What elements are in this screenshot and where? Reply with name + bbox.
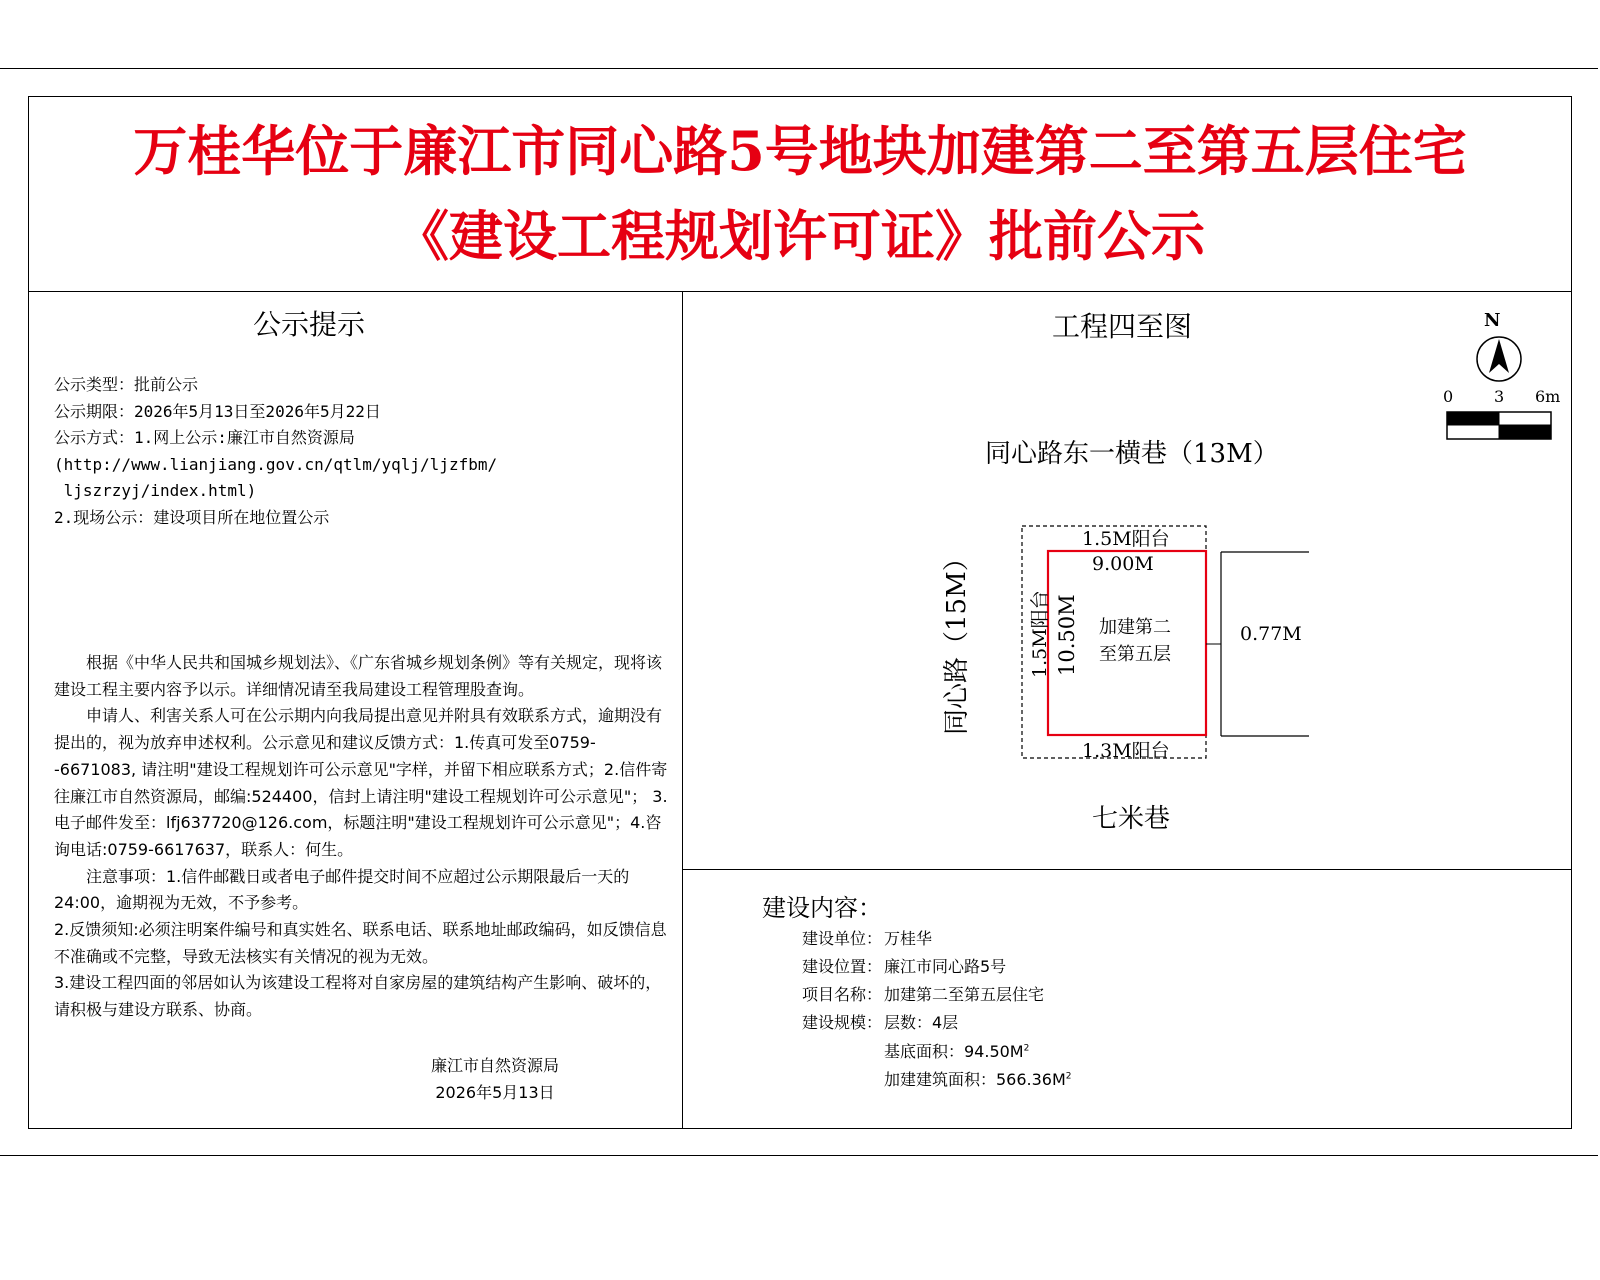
content-base-area-value: 基底面积：94.50M [884, 1042, 1024, 1061]
content-project [802, 982, 1044, 1005]
paragraph-feedback: 申请人、利害关系人可在公示期内向我局提出意见并附具有效联系方式，逾期没有提出的，视为放弃申述权利。公示意见和建议反馈方式：1.传真可发至0759--6671083, 请注明"建设工程规划许可公示意见"字样，并留下相应联系方式；2.信件寄往廉江市自然资源局，邮编:524400，信封上请注明"建设工程规划许可公示意见"； 3.电子邮件发至：lfj637720@126.com，标题注明"建设工程规划许可公示意见"；4.咨询电话:0759-6617637，联系人：何生。 [54, 706, 668, 859]
paragraph-note-2: 2.反馈须知:必须注明案件编号和真实姓名、联系电话、联系地址邮政编码，如反馈信息不准确或不完整，导致无法核实有关情况的视为无效。 [54, 920, 667, 966]
content-unit-value: 万桂华 [884, 929, 933, 948]
paragraph-notes: 注意事项：1.信件邮戳日或者电子邮件提交时间不应超过公示期限最后一天的24:00，逾期视为无效，不予参考。 [54, 866, 630, 913]
content-unit [802, 926, 932, 949]
map-heading: 工程四至图 [1052, 310, 1193, 343]
road-south-label: 七米巷 [1092, 804, 1171, 834]
width-dimension: 9.00M [1092, 553, 1154, 575]
north-label: N [1484, 310, 1501, 331]
building-label-2: 至第五层 [1099, 644, 1171, 665]
depth-dimension: 10.50M [1055, 594, 1079, 676]
notice-type: 公示类型：批前公示 [54, 375, 199, 394]
content-heading: 建设内容： [762, 894, 882, 922]
page-title-line2: 《建设工程规划许可证》批前公示 [395, 204, 1205, 268]
content-project-label: 项目名称： [802, 985, 883, 1004]
content-location [802, 954, 1006, 977]
content-added-area [884, 1067, 1072, 1090]
content-project-value: 加建第二至第五层住宅 [884, 985, 1045, 1004]
content-location-value: 廉江市同心路5号 [884, 957, 1007, 976]
content-scale [802, 1010, 958, 1033]
scale-label-3: 3 [1494, 387, 1505, 406]
road-west-label: 同心路（15M） [942, 545, 972, 735]
notice-site: 2.现场公示：建设项目所在地位置公示 [54, 507, 330, 527]
paragraph-basis: 根据《中华人民共和国城乡规划法》、《广东省城乡规划条例》等有关规定，现将该建设工程主要内容予以示。详细情况请至我局建设工程管理股查询。 [54, 653, 663, 699]
gap-east-label: 0.77M [1240, 623, 1302, 645]
content-base-area [884, 1039, 1029, 1062]
scale-label-0: 0 [1443, 387, 1454, 406]
notice-heading: 公示提示 [253, 308, 366, 341]
page-title-line1: 万桂华位于廉江市同心路5号地块加建第二至第五层住宅 [133, 119, 1467, 183]
notice-method: 公示方式：1.网上公示:廉江市自然资源局 [54, 428, 355, 447]
area-unit-sup: 2 [1065, 1071, 1072, 1082]
scale-bar [1447, 412, 1551, 439]
notice-url-1: (http://www.lianjiang.gov.cn/qtlm/yqlj/ljzfbm/ [54, 454, 498, 474]
content-added-area-value: 加建建筑面积：566.36M [884, 1070, 1066, 1089]
balcony-south-label: 1.3M阳台 [1082, 740, 1170, 762]
north-arrow-icon [1477, 337, 1521, 381]
area-unit-sup: 2 [1023, 1043, 1030, 1054]
content-location-label: 建设位置： [802, 957, 883, 976]
building-label-1: 加建第二 [1099, 617, 1171, 638]
content-floors: 层数：4层 [884, 1013, 959, 1032]
content-scale-label: 建设规模： [802, 1013, 883, 1032]
signer: 廉江市自然资源局 [430, 1056, 559, 1075]
notice-url-2: ljszrzyj/index.html) [54, 481, 257, 500]
sign-date: 2026年5月13日 [435, 1083, 555, 1102]
content-unit-label: 建设单位： [802, 929, 883, 948]
balcony-west-label: 1.5M阳台 [1029, 590, 1051, 678]
notice-period: 公示期限：2026年5月13日至2026年5月22日 [54, 401, 381, 421]
balcony-north-label: 1.5M阳台 [1082, 528, 1170, 550]
paragraph-note-3: 3.建设工程四面的邻居如认为该建设工程将对自家房屋的建筑结构产生影响、破坏的，请积极与建设方联系、协商。 [54, 973, 662, 1020]
road-north-label: 同心路东一横巷（13M） [985, 439, 1279, 469]
scale-label-6: 6m [1535, 387, 1561, 406]
